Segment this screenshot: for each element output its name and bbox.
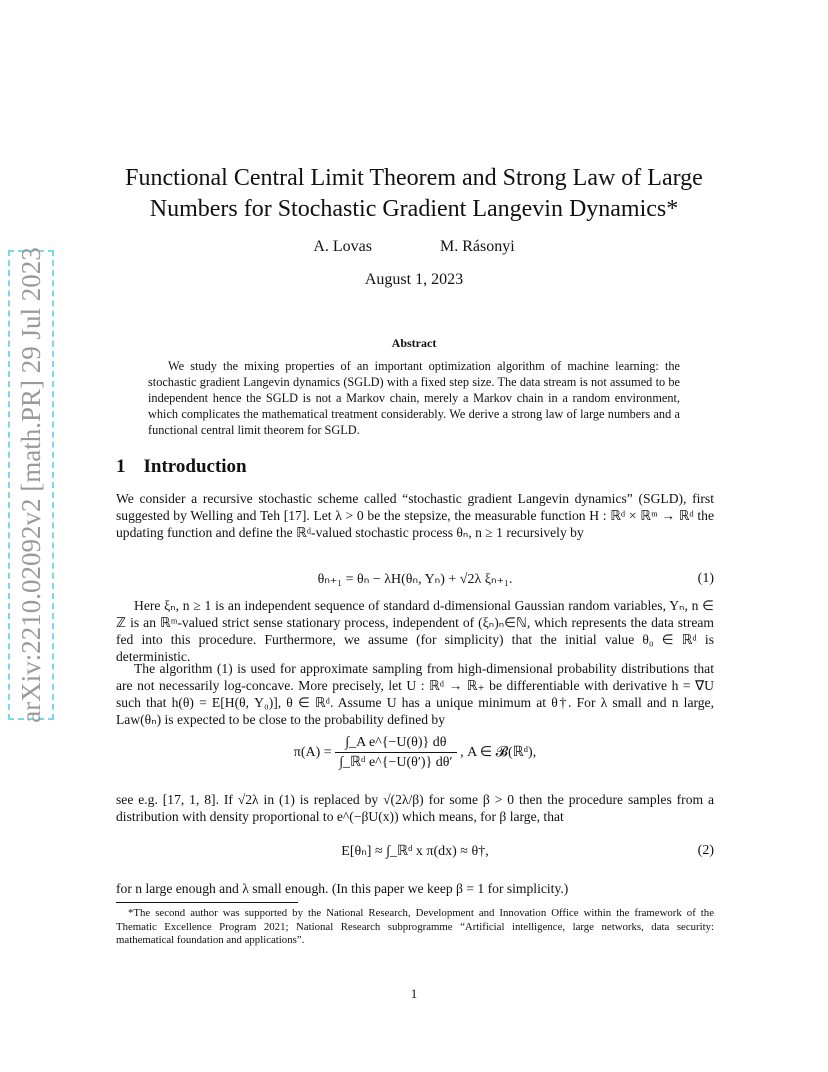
equation-2 bbox=[116, 843, 714, 860]
date: August 1, 2023 bbox=[364, 271, 464, 288]
paragraph-3: The algorithm (1) is used for approximate sampling from high-dimensional probability distributions that are not necessarily log-concave. More precisely, let U : ℝᵈ → ℝ₊ be differentiable with derivative h = ∇U such that h(θ) = E[H(θ, Y₀)], θ ∈ ℝᵈ. Assume U has a unique minimum at θ†. For λ small and n large, Law(θₙ) is expected to be close to the probability defined by bbox=[116, 661, 714, 727]
equation-pi-rhs: , A ∈ 𝓑(ℝᵈ), bbox=[460, 745, 537, 761]
abstract-text: We study the mixing properties of an important optimization algorithm of machine learning: the stochastic gradient Langevin dynamics (SGLD) with a fixed step size. The data stream is not assumed to be independent hence the SGLD is not a Markov chain, merely a Markov chain in a random environment, which complicates the mathematical treatment considerably. We derive a strong law of large numbers and a functional central limit theorem for SGLD. bbox=[148, 359, 680, 437]
equation-pi-lhs: π(A) = bbox=[293, 745, 332, 761]
section-number: 1 bbox=[116, 456, 126, 477]
equation-pi-denominator: ∫_ℝᵈ e^{−U(θ′)} dθ′ bbox=[339, 755, 453, 770]
equation-1-body: θₙ₊₁ = θₙ − λH(θₙ, Yₙ) + √2λ ξₙ₊₁. bbox=[317, 572, 513, 587]
title-line-2: Numbers for Stochastic Gradient Langevin Dynamics* bbox=[149, 196, 679, 222]
abstract-heading: Abstract bbox=[391, 336, 437, 350]
arxiv-id-link[interactable]: arXiv:2210.02092v2 [math.PR] 29 Jul 2023 bbox=[8, 250, 54, 720]
paragraph-5: for n large enough and λ small enough. (In this paper we keep β = 1 for simplicity.) bbox=[116, 881, 569, 896]
section-title: Introduction bbox=[143, 456, 247, 477]
equation-1 bbox=[116, 571, 714, 588]
title-line-1: Functional Central Limit Theorem and Strong Law of Large bbox=[125, 165, 703, 191]
authors bbox=[0, 238, 828, 256]
equation-pi-numerator: ∫_A e^{−U(θ)} dθ bbox=[335, 735, 456, 753]
author-1: A. Lovas bbox=[313, 238, 372, 255]
equation-2-body: E[θₙ] ≈ ∫_ℝᵈ x π(dx) ≈ θ†, bbox=[341, 844, 489, 859]
footnote-rule bbox=[116, 902, 298, 903]
equation-pi bbox=[116, 735, 714, 771]
paragraph-4: see e.g. [17, 1, 8]. If √2λ in (1) is replaced by √(2λ/β) for some β > 0 then the procedure samples from a distribution with density proportional to e^(−βU(x)) which means, for β large, that bbox=[116, 792, 714, 824]
page-number: 1 bbox=[410, 986, 418, 1001]
paper-title bbox=[110, 163, 718, 225]
equation-1-number: (1) bbox=[697, 571, 714, 586]
arxiv-stamp[interactable] bbox=[8, 247, 54, 723]
equation-pi-fraction bbox=[335, 735, 456, 771]
author-2: M. Rásonyi bbox=[439, 238, 515, 255]
paragraph-2: Here ξₙ, n ≥ 1 is an independent sequence of standard d-dimensional Gaussian random variables, Yₙ, n ∈ ℤ is an ℝᵐ-valued strict sense stationary process, independent of (ξₙ)ₙ∈ℕ, which represents the data stream fed into this procedure. Furthermore, we assume (for simplicity) that the initial value θ₀ ∈ ℝᵈ is deterministic. bbox=[116, 598, 714, 664]
section-heading bbox=[116, 456, 247, 478]
footnote: *The second author was supported by the National Research, Development and Innovation Office within the framework of the Thematic Excellence Program 2021; National Research subprogramme “Artificial intelligence, large networks, data security: mathematical foundation and applications”. bbox=[116, 907, 714, 946]
equation-2-number: (2) bbox=[697, 843, 714, 858]
paragraph-1: We consider a recursive stochastic scheme called “stochastic gradient Langevin dynamics” (SGLD), first suggested by Welling and Teh [17]. Let λ > 0 be the stepsize, the measurable function H : ℝᵈ × ℝᵐ → ℝᵈ the updating function and define the ℝᵈ-valued stochastic process θₙ, n ≥ 1 recursively by bbox=[116, 491, 714, 540]
